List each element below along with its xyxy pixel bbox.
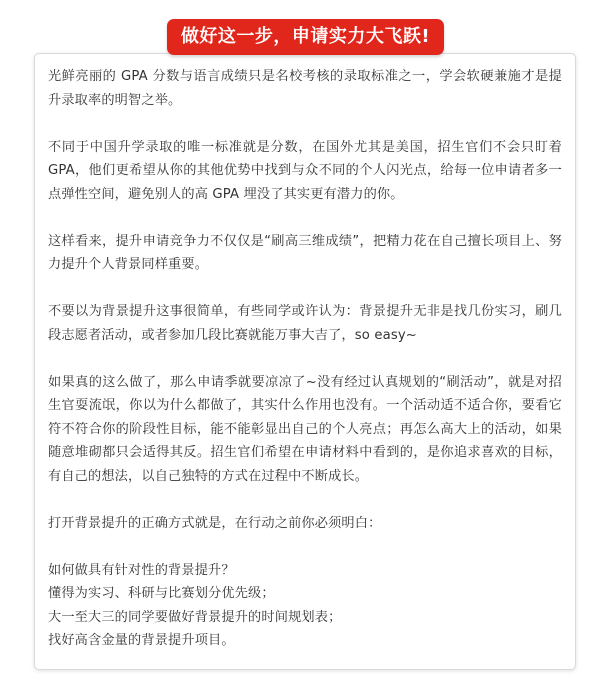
paragraph-list-intro: 打开背景提升的正确方式就是，在行动之前你必须明白：	[48, 515, 382, 531]
paragraph-intro: 光鲜亮丽的 GPA 分数与语言成绩只是名校考核的录取标准之一，学会软硬兼施才是提升录取率的明智之举。	[48, 69, 562, 108]
banner-title: 做好这一步，申请实力大飞跃!	[167, 19, 444, 55]
article-body	[48, 65, 562, 653]
tips-list	[48, 559, 562, 653]
paragraph-misconception: 不要以为背景提升这事很简单，有些同学或许认为：背景提升无非是找几份实习，刷几段志愿者活动，或者参加几段比赛就能万事大吉了，so easy~	[48, 304, 562, 343]
list-item: 找好高含金量的背景提升项目。	[48, 633, 235, 648]
paragraph-warning: 如果真的这么做了，那么申请季就要凉凉了~没有经过认真规划的“刷活动”，就是对招生官耍流氓，你以为什么都做了，其实什么作用也没有。一个活动适不适合你，要看它符不符合你的阶段性目标，能不能彰显出自己的个人亮点；再怎么高大上的活动，如果随意堆砌都只会适得其反。招生官们希望在申请材料中看到的，是你追求喜欢的目标，有自己的想法，以自己独特的方式在过程中不断成长。	[48, 374, 562, 484]
list-item: 如何做具有针对性的背景提升？	[48, 562, 235, 578]
list-item: 大一至大三的同学要做好背景提升的时间规划表；	[48, 609, 342, 625]
paragraph-competitiveness: 这样看来，提升申请竞争力不仅仅是“刷高三维成绩”，把精力花在自己擅长项目上、努力提升个人背景同样重要。	[48, 233, 562, 272]
list-item: 懂得为实习、科研与比赛划分优先级；	[48, 586, 275, 601]
paragraph-admission-criteria: 不同于中国升学录取的唯一标准就是分数，在国外尤其是美国，招生官们不会只盯着 GPA，他们更希望从你的其他优势中找到与众不同的个人闪光点，给每一位申请者多一点弹性空间，避免别人的高 GPA 埋没了其实更有潜力的你。	[48, 139, 562, 202]
